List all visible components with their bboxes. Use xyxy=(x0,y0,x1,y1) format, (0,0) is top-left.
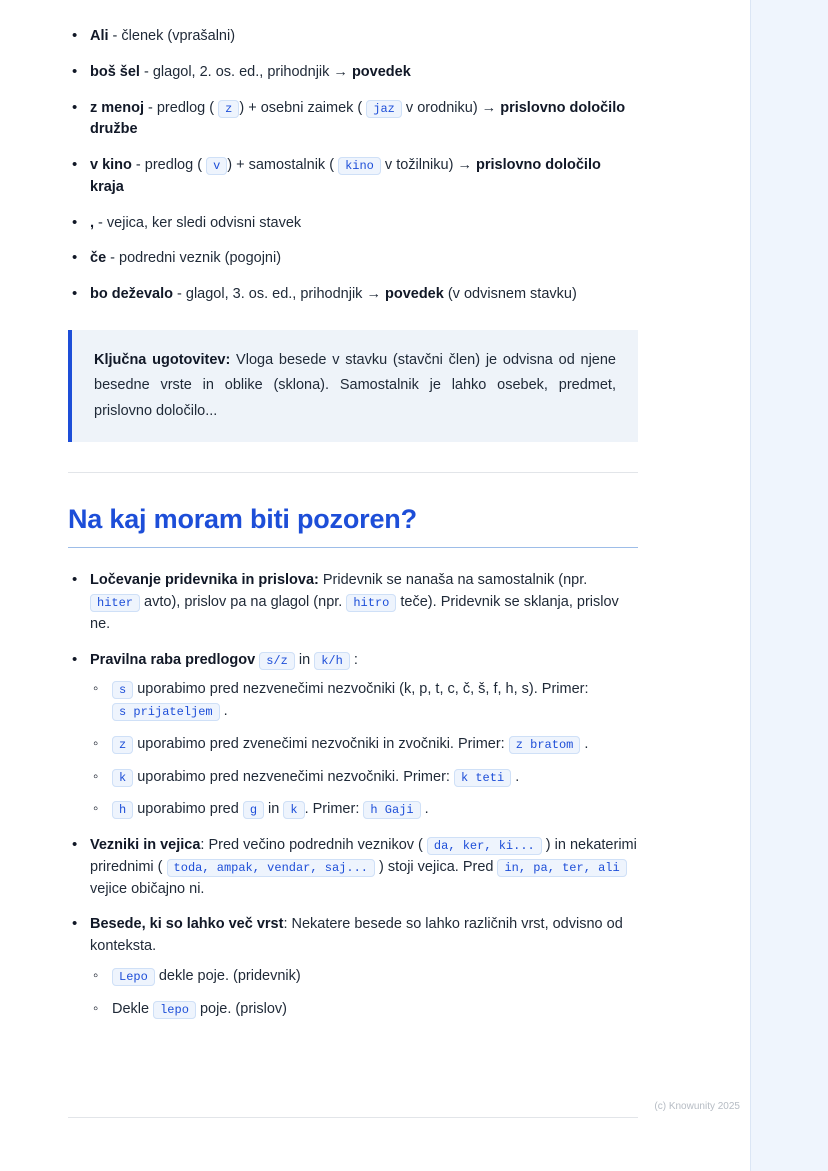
term-role: povedek xyxy=(351,63,411,80)
preposition-rules-list xyxy=(90,679,638,821)
inline-code: v xyxy=(206,157,227,175)
point-label: Vezniki in vejica xyxy=(90,837,201,854)
watchout-list xyxy=(68,570,638,1020)
term-role: povedek xyxy=(384,286,444,302)
inline-code: k/h xyxy=(314,652,350,670)
point-label: Besede, ki so lahko več vrst xyxy=(90,916,284,933)
list-item xyxy=(90,999,638,1021)
point-text-1: : Nekatere besede so lahko različnih vrst, odvisno od konteksta. xyxy=(90,916,623,955)
term-description-2: (v odvisnem stavku) xyxy=(443,286,577,302)
rule-text-2: . xyxy=(580,735,589,752)
inline-code: s prijateljem xyxy=(112,703,220,721)
word-analysis-list xyxy=(68,26,638,306)
rule-text-2: . xyxy=(219,703,228,720)
term: bo deževalo xyxy=(90,286,173,302)
list-item xyxy=(68,284,638,306)
term-description: - predlog ( xyxy=(143,99,215,116)
list-item xyxy=(68,650,638,822)
term: z menoj xyxy=(90,99,144,116)
term: boš šel xyxy=(90,63,140,80)
term-description: - glagol, 3. os. ed., prihodnjik → xyxy=(173,286,385,302)
term-role: prislovno določilo družbe xyxy=(90,99,626,138)
list-item xyxy=(68,570,638,635)
copyright-note: (c) Knowunity 2025 xyxy=(654,1101,740,1112)
inline-code: Lepo xyxy=(112,968,155,986)
term-role: prislovno določilo kraja xyxy=(90,157,601,195)
inline-code: s xyxy=(112,681,133,699)
list-item xyxy=(68,62,638,84)
point-text-4: vejice običajno ni. xyxy=(90,880,205,897)
term-description: - vejica, ker sledi odvisni stavek xyxy=(94,214,302,231)
callout-label: Ključna ugotovitev: xyxy=(94,351,231,368)
point-text-1: : Pred večino podrednih veznikov ( xyxy=(200,837,427,854)
inline-code: kino xyxy=(338,157,381,175)
term-description-3: v orodniku) → xyxy=(401,99,501,116)
inline-code: jaz xyxy=(366,100,402,118)
inline-code: hiter xyxy=(90,594,140,612)
term-description: - podredni veznik (pogojni) xyxy=(106,250,282,267)
inline-code: h Gaji xyxy=(363,801,420,819)
inline-code: toda, ampak, vendar, saj... xyxy=(167,859,375,877)
section-divider xyxy=(68,472,638,473)
inline-code: z bratom xyxy=(509,736,581,754)
list-item xyxy=(68,248,638,270)
list-item xyxy=(90,679,638,723)
inline-code: s/z xyxy=(259,652,295,670)
term-description-2: ) + osebni zaimek ( xyxy=(239,99,363,116)
term: v kino xyxy=(90,157,132,173)
list-item xyxy=(68,26,638,48)
example-text: dekle poje. (pridevnik) xyxy=(154,967,301,984)
rule-text-1: uporabimo pred nezvenečimi nezvočniki (k, p, t, c, č, š, f, h, s). Primer: xyxy=(133,681,589,698)
inline-code: lepo xyxy=(153,1001,196,1019)
inline-code: z xyxy=(112,736,133,754)
example-text: poje. (prislov) xyxy=(195,1000,287,1017)
scrollbar-rail[interactable] xyxy=(750,0,828,1171)
term-description: - glagol, 2. os. ed., prihodnjik → xyxy=(139,63,352,80)
bottom-divider xyxy=(68,1117,638,1118)
list-item xyxy=(68,98,638,142)
point-text-3: teče). Pridevnik se sklanja, prislov ne. xyxy=(90,594,619,632)
key-takeaway-callout xyxy=(68,330,638,442)
inline-code: z xyxy=(218,100,239,118)
term-description-3: v tožilniku) → xyxy=(380,157,476,173)
term: če xyxy=(90,250,107,267)
inline-code: g xyxy=(243,801,264,819)
callout-text: Vloga besede v stavku (stavčni člen) je odvisna od njene besedne vrste in oblike (sklona). Samostalnik je lahko osebek, predmet, prislovno določilo... xyxy=(94,351,616,419)
inline-code: hitro xyxy=(346,594,396,612)
inline-code: k teti xyxy=(454,769,511,787)
rule-text-3: . Primer: xyxy=(304,801,364,818)
point-text-2: avto), prislov pa na glagol (npr. xyxy=(140,594,347,611)
point-text-1: in xyxy=(294,651,315,668)
rule-text-2: . xyxy=(511,768,520,785)
list-item xyxy=(90,966,638,988)
rule-text-1: uporabimo pred nezvenečimi nezvočniki. Primer: xyxy=(133,768,454,785)
term: Ali xyxy=(90,28,109,44)
term-description: - členek (vprašalni) xyxy=(108,28,236,44)
list-item xyxy=(90,734,638,756)
inline-code: da, ker, ki... xyxy=(427,837,542,855)
list-item xyxy=(90,767,638,789)
term-description: - predlog ( xyxy=(131,157,203,173)
inline-code: k xyxy=(283,801,304,819)
point-text-3: ) stoji vejica. Pred xyxy=(374,858,498,875)
list-item xyxy=(68,835,638,900)
point-label: Pravilna raba predlogov xyxy=(90,651,256,668)
inline-code: h xyxy=(112,801,133,819)
list-item xyxy=(90,799,638,821)
inline-code: in, pa, ter, ali xyxy=(497,859,626,877)
inline-code: k xyxy=(112,769,133,787)
point-label: Ločevanje pridevnika in prislova: xyxy=(90,572,319,589)
example-prefix: Dekle xyxy=(112,1000,154,1017)
list-item xyxy=(68,155,638,199)
page-title: Na kaj moram biti pozoren? xyxy=(68,503,417,534)
rule-text-1: uporabimo pred xyxy=(133,801,243,818)
point-text-1: Pridevnik se nanaša na samostalnik (npr. xyxy=(318,572,588,589)
rule-text-2: in xyxy=(264,801,284,818)
rule-text-1: uporabimo pred zvenečimi nezvočniki in zvočniki. Primer: xyxy=(133,735,509,752)
document-content xyxy=(68,26,638,1034)
term: , xyxy=(90,214,95,231)
list-item xyxy=(68,914,638,1020)
example-list xyxy=(90,966,638,1021)
point-text-2: ) in nekaterimi prirednimi ( xyxy=(90,837,637,875)
list-item xyxy=(68,213,638,235)
point-text-2: : xyxy=(349,651,358,668)
term-description-2: ) + samostalnik ( xyxy=(227,157,335,173)
title-underline xyxy=(68,547,638,548)
rule-text-4: . xyxy=(420,801,429,818)
